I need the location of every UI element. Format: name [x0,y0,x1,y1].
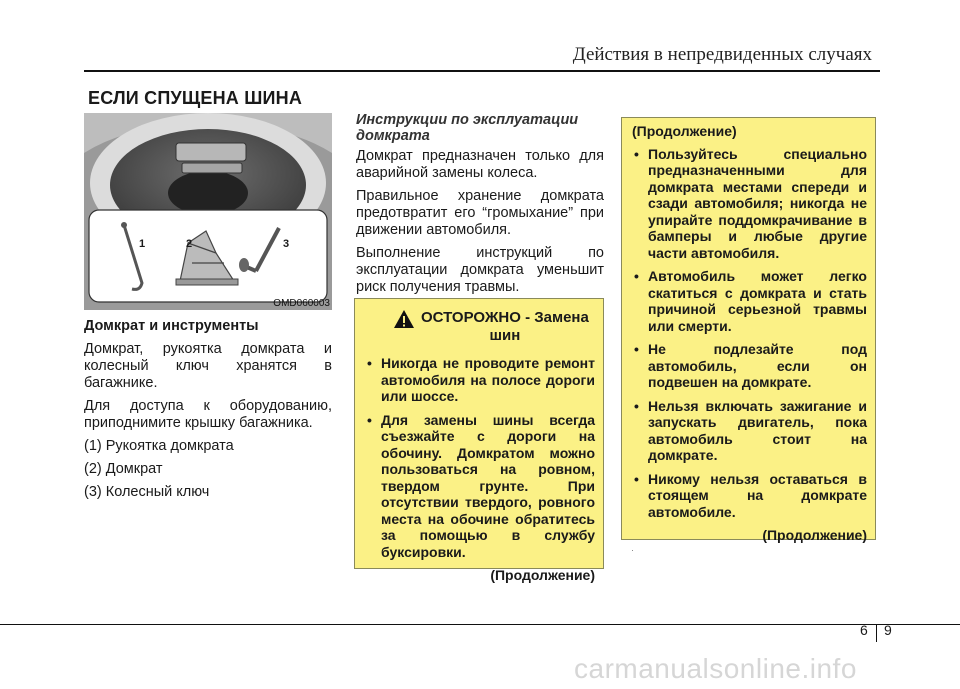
warning-continued-box [621,117,876,543]
caution-title [421,309,589,345]
figure-label-1: 1 [139,238,146,250]
caution-header [365,309,595,345]
stray-mark: · [631,545,634,555]
paragraph: Выполнение инструкций по эксплуатации домкрата уменьшит риск получения травмы. [356,245,604,295]
warning-bullet: • Пользуйтесь специально предназначенными для домкрата местами спереди и сзади автомобиля; никогда не упирайте поддомкрачивание в бамперы и любые другие части автомобиля. [632,146,867,262]
warning-bullet: • Никому нельзя оставаться в стоящем на домкрате автомобиле. [632,471,867,521]
jack-tools-illustration [84,113,332,310]
section-title: ЕСЛИ СПУЩЕНА ШИНА [88,88,303,108]
trunk-drawing [84,113,332,310]
warning-triangle-icon [393,309,415,329]
caution-bullet: • Для замены шины всегда съезжайте с дороги на обочину. Домкратом можно пользоваться на ровном, твердом грунте. При отсутствии твердого, ровного места на обочине обратитесь за помощью в службу буксировки. [365,412,595,561]
jack-tools-heading: Домкрат и инструменты [84,318,259,334]
warning-bullet: • Не подлезайте под автомобиль, если он подвешен на домкрате. [632,341,867,391]
paragraph: Для доступа к оборудованию, приподнимите крышку багажника. [84,398,332,431]
paragraph: Правильное хранение домкрата предотвратит его “громыхание” при движении автомобиля. [356,188,604,238]
figure-label-3: 3 [283,238,290,250]
caution-bullet: • Никогда не проводите ремонт автомобиля на полосе дороги или шоссе. [365,355,595,405]
list-item: (2) Домкрат [84,461,163,477]
paragraph: Домкрат предназначен только для аварийной замены колеса. [356,148,604,181]
list-item: (3) Колесный ключ [84,484,210,500]
page-number: 9 [884,622,892,638]
chapter-number: 6 [860,622,868,638]
watermark: carmanualsonline.info [574,653,857,684]
running-header: Действия в непредвиденных случаях [572,44,872,65]
caution-title-line1: ОСТОРОЖНО - Замена [421,309,589,326]
header-rule [84,70,880,72]
footer-divider [876,624,877,642]
warning-bullet: • Нельзя включать зажигание и запускать двигатель, пока автомобиль стоит на домкрате. [632,398,867,464]
jack-instructions-subheading: Инструкции по эксплуатации домкрата [356,112,579,144]
continued-label: (Продолжение) [762,527,867,543]
continued-top-label: (Продолжение) [632,123,737,139]
paragraph: Домкрат, рукоятка домкрата и колесный ключ хранятся в багажнике. [84,341,332,391]
footer-rule [0,624,960,625]
list-item: (1) Рукоятка домкрата [84,438,234,454]
warning-bullet: • Автомобиль может легко скатиться с домкрата и стать причиной серьезной травмы или смерти. [632,268,867,334]
caution-title-line2: шин [489,327,521,344]
left-column [84,318,332,507]
middle-column [356,112,604,302]
figure-label-2: 2 [186,238,193,250]
caution-box [354,298,604,583]
continued-label: (Продолжение) [490,567,595,583]
figure-code: OMD060003 [273,298,330,309]
